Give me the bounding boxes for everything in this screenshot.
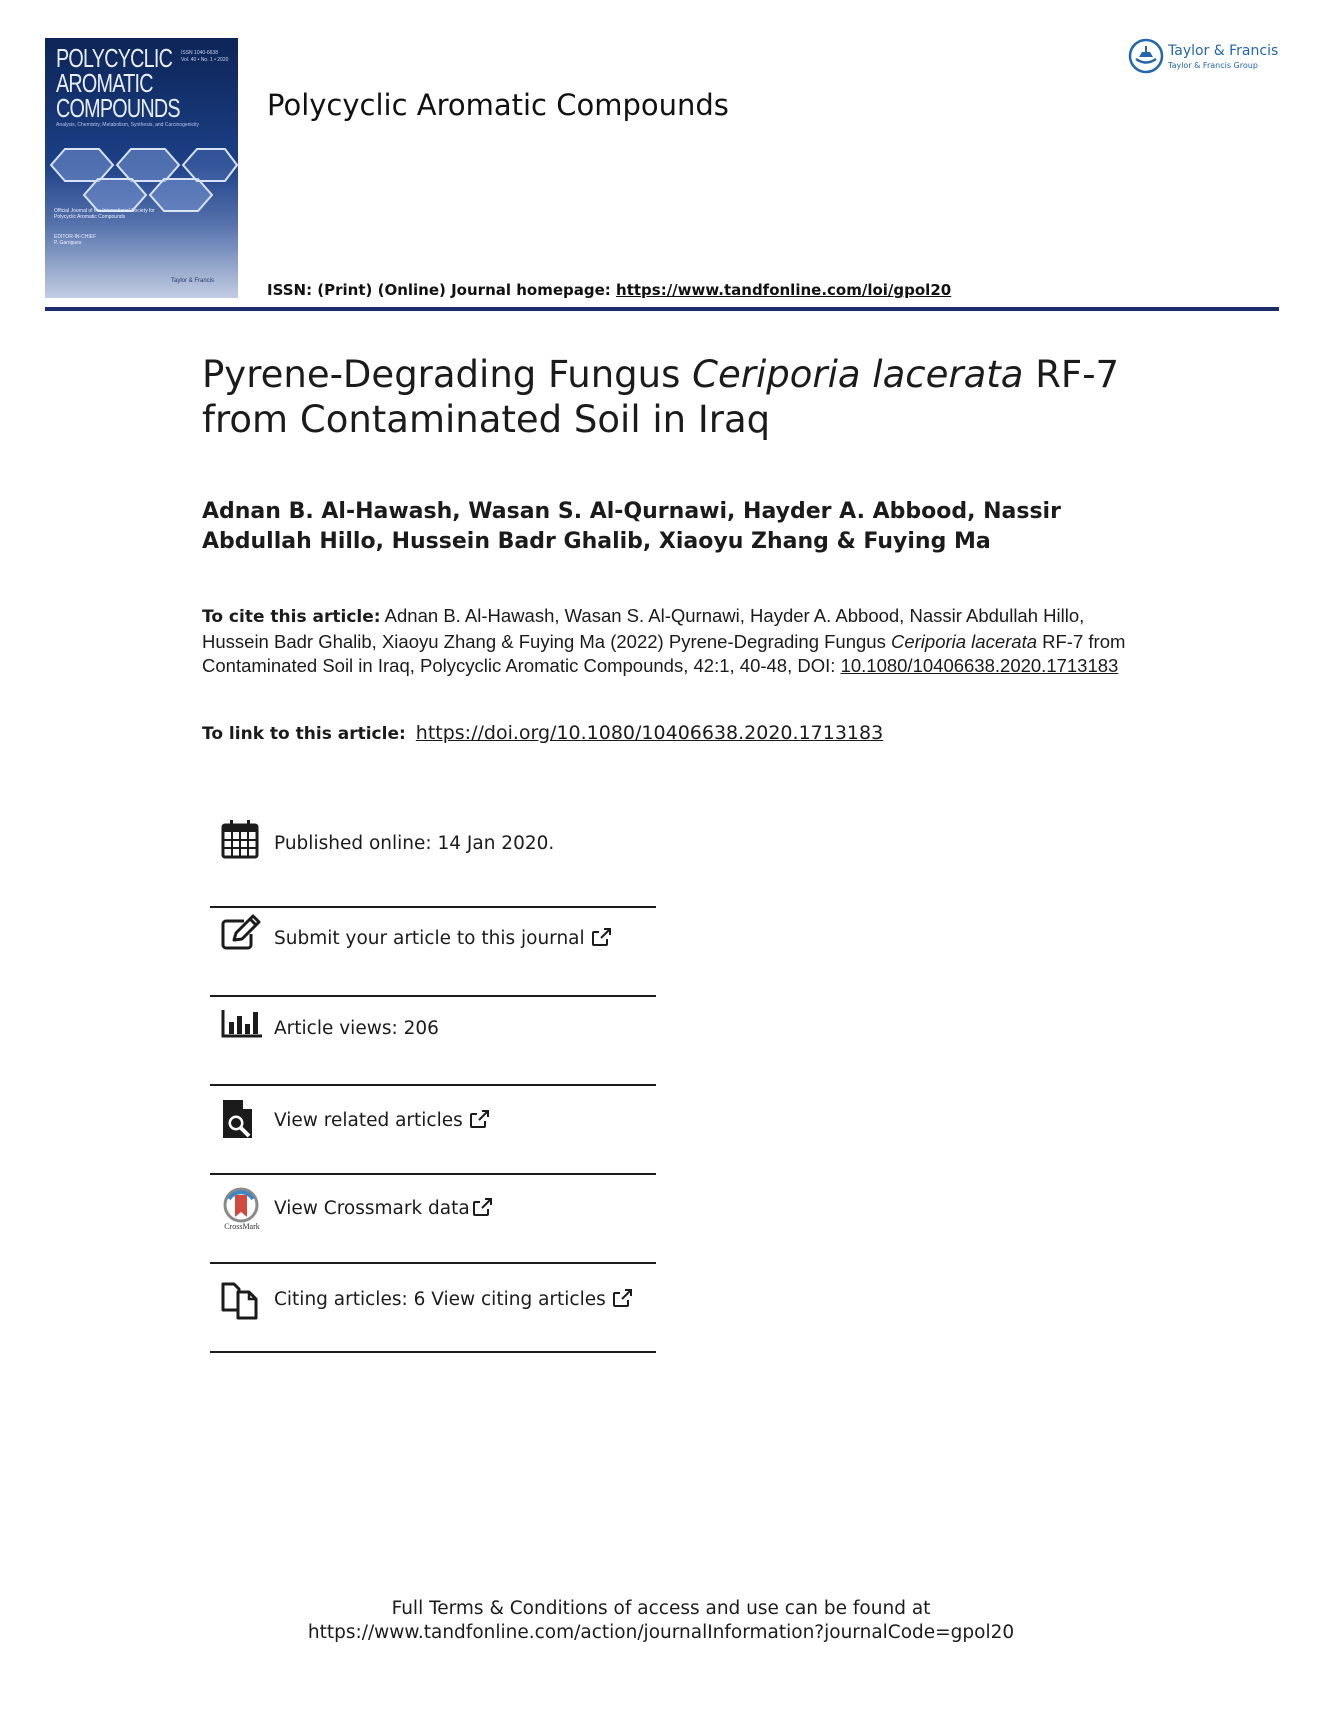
article-views-item [210,995,656,1086]
external-link-icon [472,1198,492,1216]
copy-documents-icon [220,1276,262,1320]
journal-name: Polycyclic Aromatic Compounds [267,88,729,122]
taylor-francis-logo-icon [1128,38,1164,74]
crossmark-logo [220,1187,262,1233]
crossmark-icon [220,1187,262,1223]
terms-footer [0,1597,1322,1645]
issn-line [267,281,951,299]
crossmark-logo-text: CrossMark [224,1222,260,1231]
article-title: Pyrene-Degrading Fungus Ceriporia lacerata RF-7 from Contaminated Soil in Iraq [202,353,1120,441]
cover-subtitle: Analysis, Chemistry, Metabolism, Synthesis, and Carcinogenicity [56,122,200,128]
citing-articles-text[interactable]: Citing articles: 6 View citing articles [274,1289,632,1310]
article-link-line [202,722,883,744]
related-articles-item[interactable] [210,1084,656,1175]
terms-url[interactable]: https://www.tandfonline.com/action/journalInformation?journalCode=gpol20 [307,1622,1015,1643]
crossmark-text[interactable]: View Crossmark data [274,1198,492,1219]
journal-cover-image [45,38,238,298]
publisher-logo[interactable] [1128,38,1278,78]
citing-articles-item[interactable] [210,1262,656,1353]
issn-prefix: ISSN: (Print) (Online) Journal homepage: [267,281,617,299]
citation-block: To cite this article: Adnan B. Al-Hawash, Wasan S. Al-Qurnawi, Hayder A. Abbood, Nassir Abdullah Hillo, Hussein Badr Ghalib, Xiaoyu Zhang & Fuying Ma (2022) Pyrene-Degrading Fungus Ceriporia lacerata RF-7 from Contaminated Soil in Iraq, Polycyclic Aromatic Compounds, 42:1, 40-48, DOI: 10.1080/10406638.2020.1713183 [202,605,1126,676]
external-link-icon [612,1289,632,1307]
cover-title: POLYCYCLIC AROMATIC COMPOUNDS [56,43,180,123]
link-label: To link to this article: [202,724,406,744]
related-articles-text[interactable]: View related articles [274,1110,489,1131]
bar-chart-icon [220,1006,262,1050]
calendar-icon [220,817,262,861]
cover-editor: EDITOR-IN-CHIEF P. Garrigues [54,234,97,246]
journal-homepage-link[interactable]: https://www.tandfonline.com/loi/gpol20 [616,281,952,299]
article-doi-url[interactable]: https://doi.org/10.1080/10406638.2020.1713183 [415,722,884,744]
submit-article-text[interactable]: Submit your article to this journal [274,928,611,949]
published-online-text: Published online: 14 Jan 2020. [274,833,555,854]
article-views-text: Article views: 206 [274,1018,439,1039]
published-online-item [210,817,656,908]
external-link-icon [469,1110,489,1128]
terms-line: Full Terms & Conditions of access and use can be found at [391,1598,931,1619]
cover-issn: ISSN 1040-6638 Vol. 40 • No. 1 • 2020 [181,50,229,63]
brand-group: Taylor & Francis Group [1168,61,1258,70]
submit-article-item[interactable] [210,906,656,997]
cover-society: Official Journal of the International Society for Polycyclic Aromatic Compounds [54,208,155,220]
external-link-icon [591,928,611,946]
crossmark-item[interactable] [210,1173,656,1264]
document-search-icon [220,1098,262,1142]
header-rule [45,307,1279,311]
cover-publisher-logo: Taylor & Francis [171,278,215,284]
brand-name: Taylor & Francis [1168,43,1279,59]
doi-link[interactable]: 10.1080/10406638.2020.1713183 [840,655,1119,676]
cite-label: To cite this article: [202,607,381,627]
edit-icon [220,912,262,956]
article-authors: Adnan B. Al-Hawash, Wasan S. Al-Qurnawi, Hayder A. Abbood, Nassir Abdullah Hillo, Hussein Badr Ghalib, Xiaoyu Zhang & Fuying Ma [202,499,1061,554]
hexagon-graphic-icon [45,143,238,238]
